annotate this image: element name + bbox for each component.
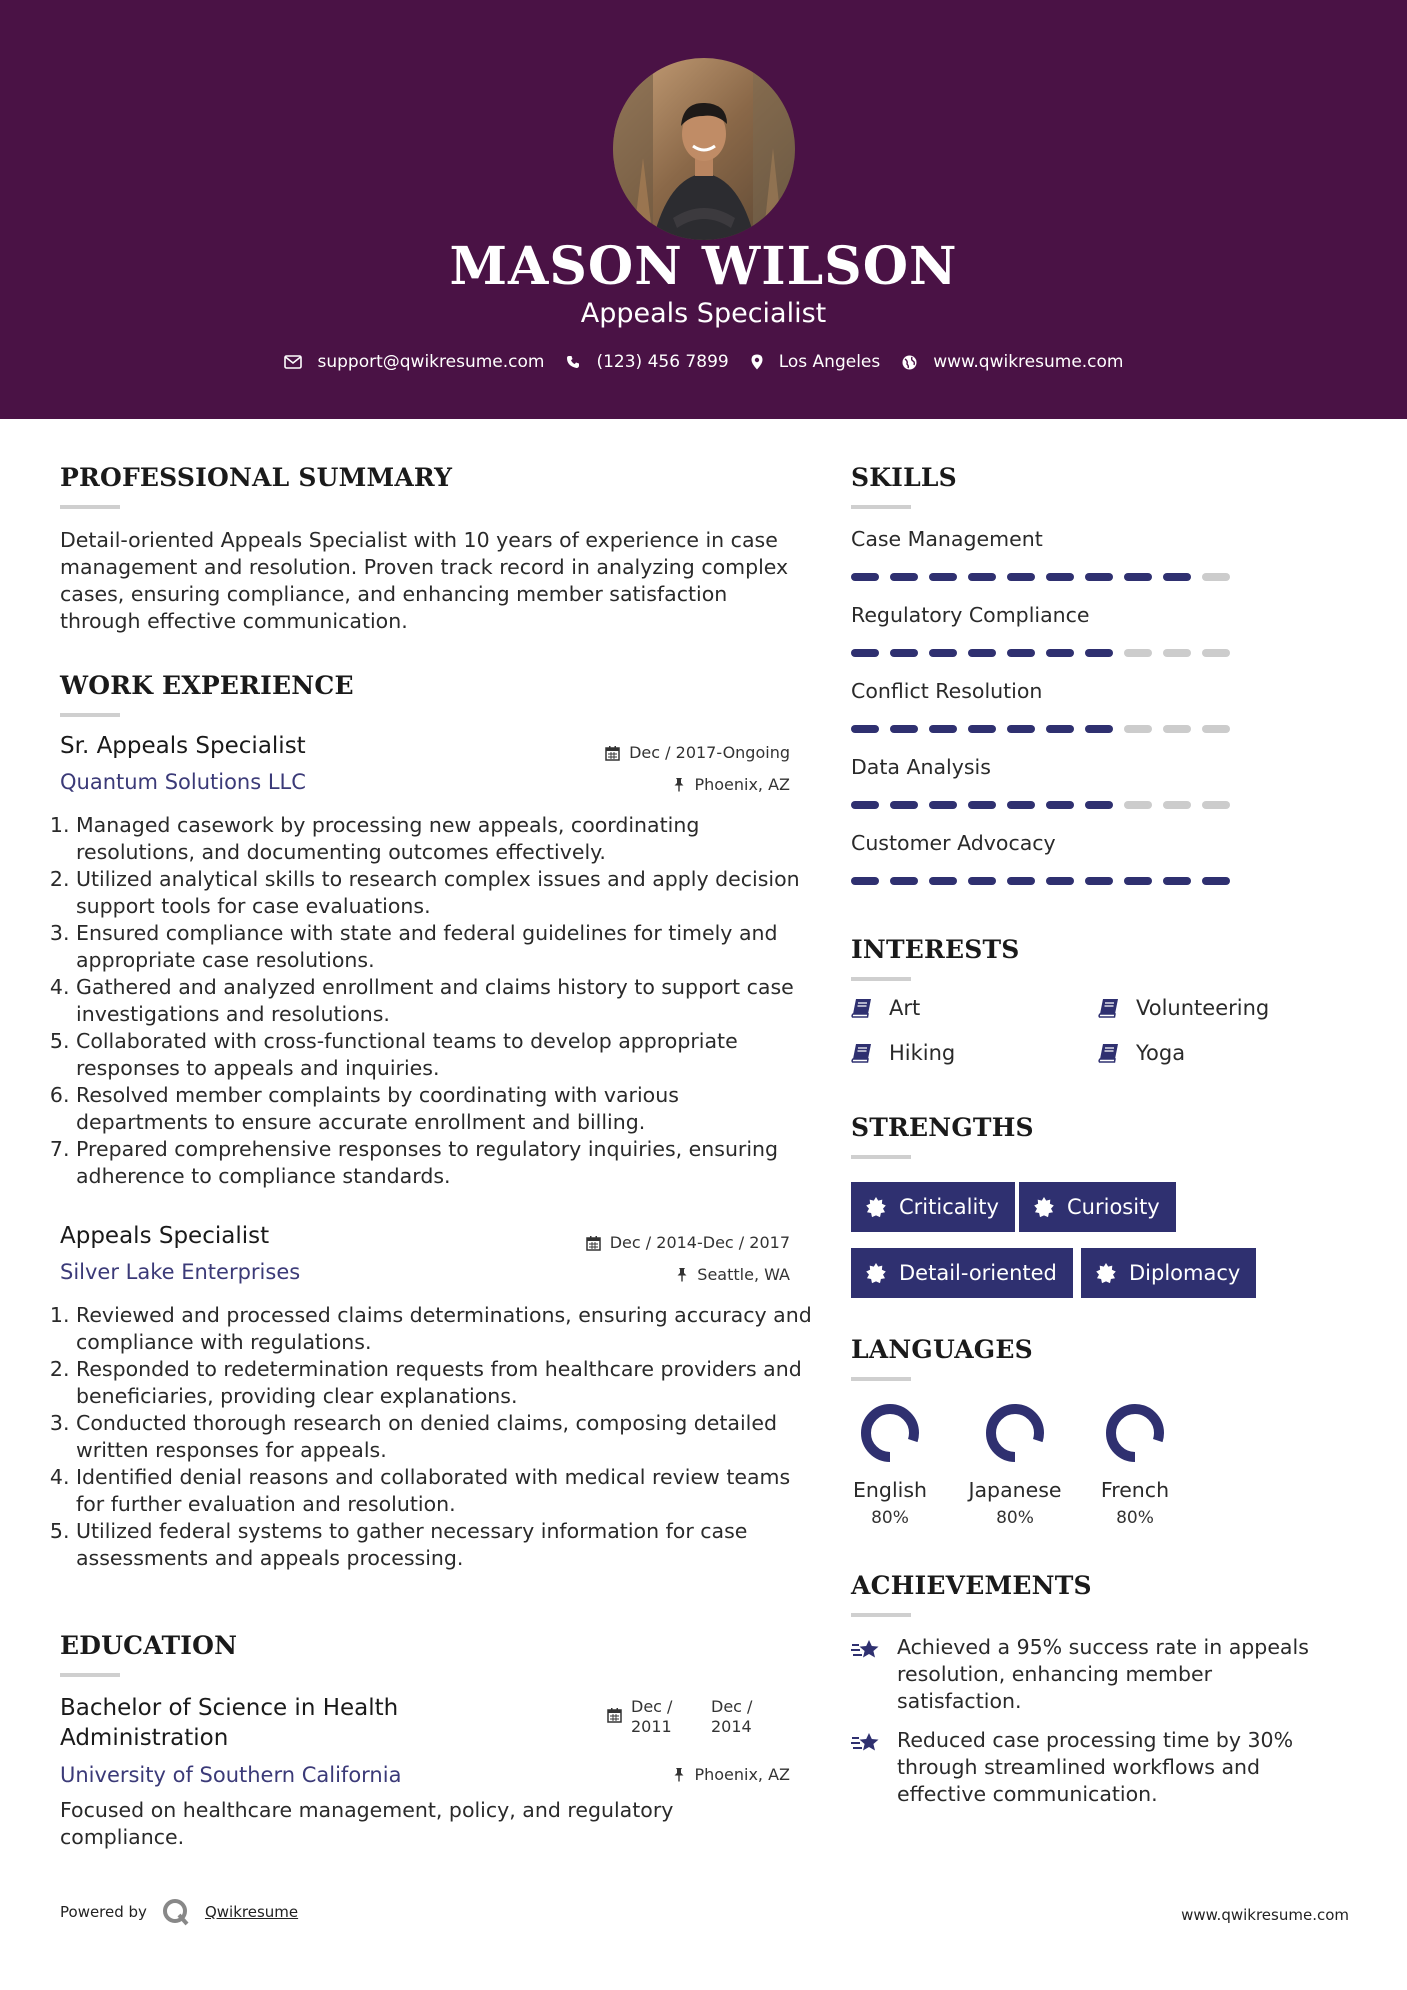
dates-text: Dec / 2014-Dec / 2017 xyxy=(609,1233,790,1252)
skill-level-meter xyxy=(851,649,1241,657)
skill-level-dot xyxy=(1163,573,1191,581)
section-heading-summary: PROFESSIONAL SUMMARY xyxy=(60,463,453,492)
strength-label: Criticality xyxy=(899,1195,999,1219)
skill-level-dot xyxy=(1007,877,1035,885)
profile-photo xyxy=(613,58,795,240)
job-title: Sr. Appeals Specialist xyxy=(60,733,306,759)
job-location xyxy=(560,775,790,794)
duty-item: 4. Gathered and analyzed enrollment and claims history to support case investigations and resolutions. xyxy=(76,974,816,1028)
heading-underline xyxy=(60,505,120,509)
duty-item: 6. Resolved member complaints by coordinating with various departments to ensure accurate enrollment and billing. xyxy=(76,1082,816,1136)
language-progress-ring xyxy=(984,1402,1046,1464)
language-progress-ring xyxy=(1104,1402,1166,1464)
book-icon xyxy=(1098,1043,1120,1063)
skill-level-dot xyxy=(1085,573,1113,581)
skill-level-dot xyxy=(1046,649,1074,657)
skill-level-dot xyxy=(1163,649,1191,657)
strength-label: Detail-oriented xyxy=(899,1261,1057,1285)
skill-level-dot xyxy=(968,573,996,581)
skill-level-dot xyxy=(1202,801,1230,809)
skill-level-dot xyxy=(1085,649,1113,657)
language-percent: 80% xyxy=(996,1508,1034,1528)
book-icon xyxy=(1098,998,1120,1018)
education-location xyxy=(560,1765,790,1784)
skill-level-meter xyxy=(851,725,1241,733)
heading-underline xyxy=(851,977,911,981)
edu-end-date: Dec / 2014 xyxy=(711,1697,753,1736)
email-text: support@qwikresume.com xyxy=(317,352,545,372)
skill-level-dot xyxy=(1007,725,1035,733)
badge-star-icon xyxy=(865,1262,887,1284)
skill-level-dot xyxy=(968,649,996,657)
phone-text: (123) 456 7899 xyxy=(596,352,729,372)
location-text: Phoenix, AZ xyxy=(694,1765,790,1784)
skill-level-dot xyxy=(1202,877,1230,885)
heading-underline xyxy=(60,1673,120,1677)
heading-underline xyxy=(851,1377,911,1381)
website-text: www.qwikresume.com xyxy=(933,352,1124,372)
achievement-item xyxy=(851,1634,1321,1715)
footer-branding xyxy=(60,1897,298,1927)
skill-level-dot xyxy=(1007,573,1035,581)
skill-name: Conflict Resolution xyxy=(851,679,1043,703)
book-icon xyxy=(851,998,873,1018)
interest-item xyxy=(851,996,920,1020)
interest-item xyxy=(1098,1041,1185,1065)
skill-level-dot xyxy=(1085,725,1113,733)
interest-item xyxy=(1098,996,1269,1020)
strength-badge xyxy=(1019,1182,1176,1232)
language-item xyxy=(835,1402,945,1528)
language-name: English xyxy=(852,1478,928,1502)
skill-level-dot xyxy=(1202,725,1230,733)
heading-underline xyxy=(851,1613,911,1617)
section-heading-languages: LANGUAGES xyxy=(851,1335,1033,1364)
strength-badge xyxy=(851,1182,1015,1232)
skill-level-dot xyxy=(1046,573,1074,581)
duty-item: 7. Prepared comprehensive responses to regulatory inquiries, ensuring adherence to compliance standards. xyxy=(76,1136,816,1190)
resume-header xyxy=(0,0,1407,419)
section-heading-experience: WORK EXPERIENCE xyxy=(60,671,354,700)
skill-level-dot xyxy=(929,649,957,657)
skill-level-dot xyxy=(1124,725,1152,733)
heading-underline xyxy=(851,505,911,509)
contact-website[interactable] xyxy=(902,352,1123,372)
interest-label: Yoga xyxy=(1136,1041,1186,1065)
duty-list xyxy=(58,1302,816,1572)
section-heading-interests: INTERESTS xyxy=(851,935,1020,964)
skill-level-dot xyxy=(1007,649,1035,657)
phone-icon xyxy=(566,355,580,369)
skill-level-dot xyxy=(929,877,957,885)
skill-level-dot xyxy=(851,573,879,581)
skill-level-dot xyxy=(851,877,879,885)
skill-name: Regulatory Compliance xyxy=(851,603,1090,627)
skill-name: Data Analysis xyxy=(851,755,991,779)
duty-item: 5. Collaborated with cross-functional teams to develop appropriate responses to appeals and inquiries. xyxy=(76,1028,816,1082)
badge-star-icon xyxy=(865,1196,887,1218)
envelope-icon xyxy=(284,355,302,369)
badge-star-icon xyxy=(1033,1196,1055,1218)
strength-label: Curiosity xyxy=(1067,1195,1160,1219)
job-title: Appeals Specialist xyxy=(60,1223,270,1249)
globe-icon xyxy=(902,355,917,370)
skill-level-dot xyxy=(1046,801,1074,809)
skill-level-dot xyxy=(1007,801,1035,809)
strength-label: Diplomacy xyxy=(1129,1261,1241,1285)
skill-level-dot xyxy=(890,725,918,733)
interest-item xyxy=(851,1041,955,1065)
duty-item: 2. Responded to redetermination requests from healthcare providers and beneficiaries, providing clear explanations. xyxy=(76,1356,816,1410)
skill-level-dot xyxy=(890,877,918,885)
skill-name: Customer Advocacy xyxy=(851,831,1056,855)
school-name: University of Southern California xyxy=(60,1763,402,1787)
skill-level-dot xyxy=(851,801,879,809)
language-progress-ring xyxy=(859,1402,921,1464)
language-percent: 80% xyxy=(871,1508,909,1528)
location-text: Los Angeles xyxy=(778,352,881,372)
contact-bar xyxy=(0,352,1407,372)
achievement-text: Achieved a 95% success rate in appeals resolution, enhancing member satisfaction. xyxy=(897,1635,1309,1713)
badge-star-icon xyxy=(1095,1262,1117,1284)
skill-level-dot xyxy=(1163,801,1191,809)
skill-level-dot xyxy=(1202,649,1230,657)
section-heading-skills: SKILLS xyxy=(851,463,957,492)
candidate-name: MASON WILSON xyxy=(449,236,958,297)
skill-level-dot xyxy=(1124,801,1152,809)
skill-level-dot xyxy=(929,725,957,733)
duty-item: 1. Reviewed and processed claims determinations, ensuring accuracy and compliance with regulations. xyxy=(76,1302,816,1356)
skill-level-dot xyxy=(968,801,996,809)
language-name: Japanese xyxy=(968,1478,1062,1502)
powered-by-label: Powered by xyxy=(60,1903,147,1921)
skill-level-dot xyxy=(929,801,957,809)
strength-badge xyxy=(1081,1248,1256,1298)
heading-underline xyxy=(851,1155,911,1159)
duty-list xyxy=(58,812,816,1190)
job-title-heading: Appeals Specialist xyxy=(580,298,827,329)
edu-start-date: Dec / 2011 xyxy=(631,1697,673,1736)
language-percent: 80% xyxy=(1116,1508,1154,1528)
skill-level-dot xyxy=(968,725,996,733)
education-description: Focused on healthcare management, policy, and regulatory compliance. xyxy=(60,1798,674,1849)
skill-level-dot xyxy=(1046,877,1074,885)
language-item xyxy=(960,1402,1070,1528)
pushpin-icon xyxy=(673,777,685,792)
skill-level-dot xyxy=(968,877,996,885)
skill-level-dot xyxy=(1124,573,1152,581)
language-progress-arc xyxy=(1111,1409,1159,1457)
achievement-text: Reduced case processing time by 30% through streamlined workflows and effective communication. xyxy=(897,1728,1294,1806)
contact-location xyxy=(751,352,881,372)
skill-level-meter xyxy=(851,877,1241,885)
degree-name: Bachelor of Science in Health Administration xyxy=(60,1695,399,1751)
dates-text: Dec / 2017-Ongoing xyxy=(629,743,790,762)
skill-level-dot xyxy=(851,649,879,657)
qwikresume-link[interactable]: Qwikresume xyxy=(204,1903,299,1921)
calendar-icon xyxy=(586,1235,601,1251)
language-item xyxy=(1080,1402,1190,1528)
skill-level-dot xyxy=(1202,573,1230,581)
job-dates xyxy=(560,1233,790,1252)
shooting-star-icon xyxy=(851,1637,883,1663)
skill-level-dot xyxy=(1124,877,1152,885)
skill-level-meter xyxy=(851,573,1241,581)
job-location xyxy=(560,1265,790,1284)
calendar-icon xyxy=(605,745,620,761)
duty-item: 3. Ensured compliance with state and federal guidelines for timely and appropriate case resolutions. xyxy=(76,920,816,974)
skill-level-meter xyxy=(851,801,1241,809)
skill-name: Case Management xyxy=(851,527,1043,551)
section-heading-education: EDUCATION xyxy=(60,1631,238,1660)
education-dates xyxy=(607,1697,771,1737)
skill-level-dot xyxy=(1085,877,1113,885)
calendar-icon xyxy=(607,1707,622,1723)
duty-item: 2. Utilized analytical skills to research complex issues and apply decision support tools for case evaluations. xyxy=(76,866,816,920)
skill-level-dot xyxy=(890,649,918,657)
qwikresume-logo-icon xyxy=(161,1897,191,1927)
job-dates xyxy=(560,743,790,762)
company-name: Silver Lake Enterprises xyxy=(60,1260,301,1284)
pushpin-icon xyxy=(673,1767,685,1782)
summary-text: Detail-oriented Appeals Specialist with 10 years of experience in case management and resolution. Proven track record in analyzing complex cases, ensuring compliance, and enhancing member satisfaction through effective communication. xyxy=(60,528,789,633)
duty-item: 4. Identified denial reasons and collaborated with medical review teams for further evaluation and resolution. xyxy=(76,1464,816,1518)
skill-level-dot xyxy=(929,573,957,581)
map-pin-icon xyxy=(751,354,763,370)
location-text: Phoenix, AZ xyxy=(694,775,790,794)
pushpin-icon xyxy=(676,1267,688,1282)
heading-underline xyxy=(60,713,120,717)
section-heading-strengths: STRENGTHS xyxy=(851,1113,1034,1142)
skill-level-dot xyxy=(1046,725,1074,733)
skill-level-dot xyxy=(890,573,918,581)
duty-item: 3. Conducted thorough research on denied claims, composing detailed written responses for appeals. xyxy=(76,1410,816,1464)
footer-url[interactable]: www.qwikresume.com xyxy=(1181,1906,1349,1924)
skill-level-dot xyxy=(1163,725,1191,733)
interest-label: Hiking xyxy=(889,1041,956,1065)
contact-email[interactable] xyxy=(284,352,545,372)
language-progress-arc xyxy=(991,1409,1039,1457)
skill-level-dot xyxy=(851,725,879,733)
interest-label: Volunteering xyxy=(1136,996,1270,1020)
achievement-item xyxy=(851,1727,1321,1808)
strength-badge xyxy=(851,1248,1073,1298)
skill-level-dot xyxy=(1085,801,1113,809)
contact-phone[interactable] xyxy=(566,352,728,372)
section-heading-achievements: ACHIEVEMENTS xyxy=(851,1571,1092,1600)
duty-item: 5. Utilized federal systems to gather necessary information for case assessments and appeals processing. xyxy=(76,1518,816,1572)
interest-label: Art xyxy=(889,996,921,1020)
skill-level-dot xyxy=(1163,877,1191,885)
skill-level-dot xyxy=(1124,649,1152,657)
duty-item: 1. Managed casework by processing new appeals, coordinating resolutions, and documenting outcomes effectively. xyxy=(76,812,816,866)
book-icon xyxy=(851,1043,873,1063)
language-progress-arc xyxy=(866,1409,914,1457)
location-text: Seattle, WA xyxy=(697,1265,790,1284)
skill-level-dot xyxy=(890,801,918,809)
language-name: French xyxy=(1100,1478,1170,1502)
company-name: Quantum Solutions LLC xyxy=(60,770,306,794)
shooting-star-icon xyxy=(851,1730,883,1756)
